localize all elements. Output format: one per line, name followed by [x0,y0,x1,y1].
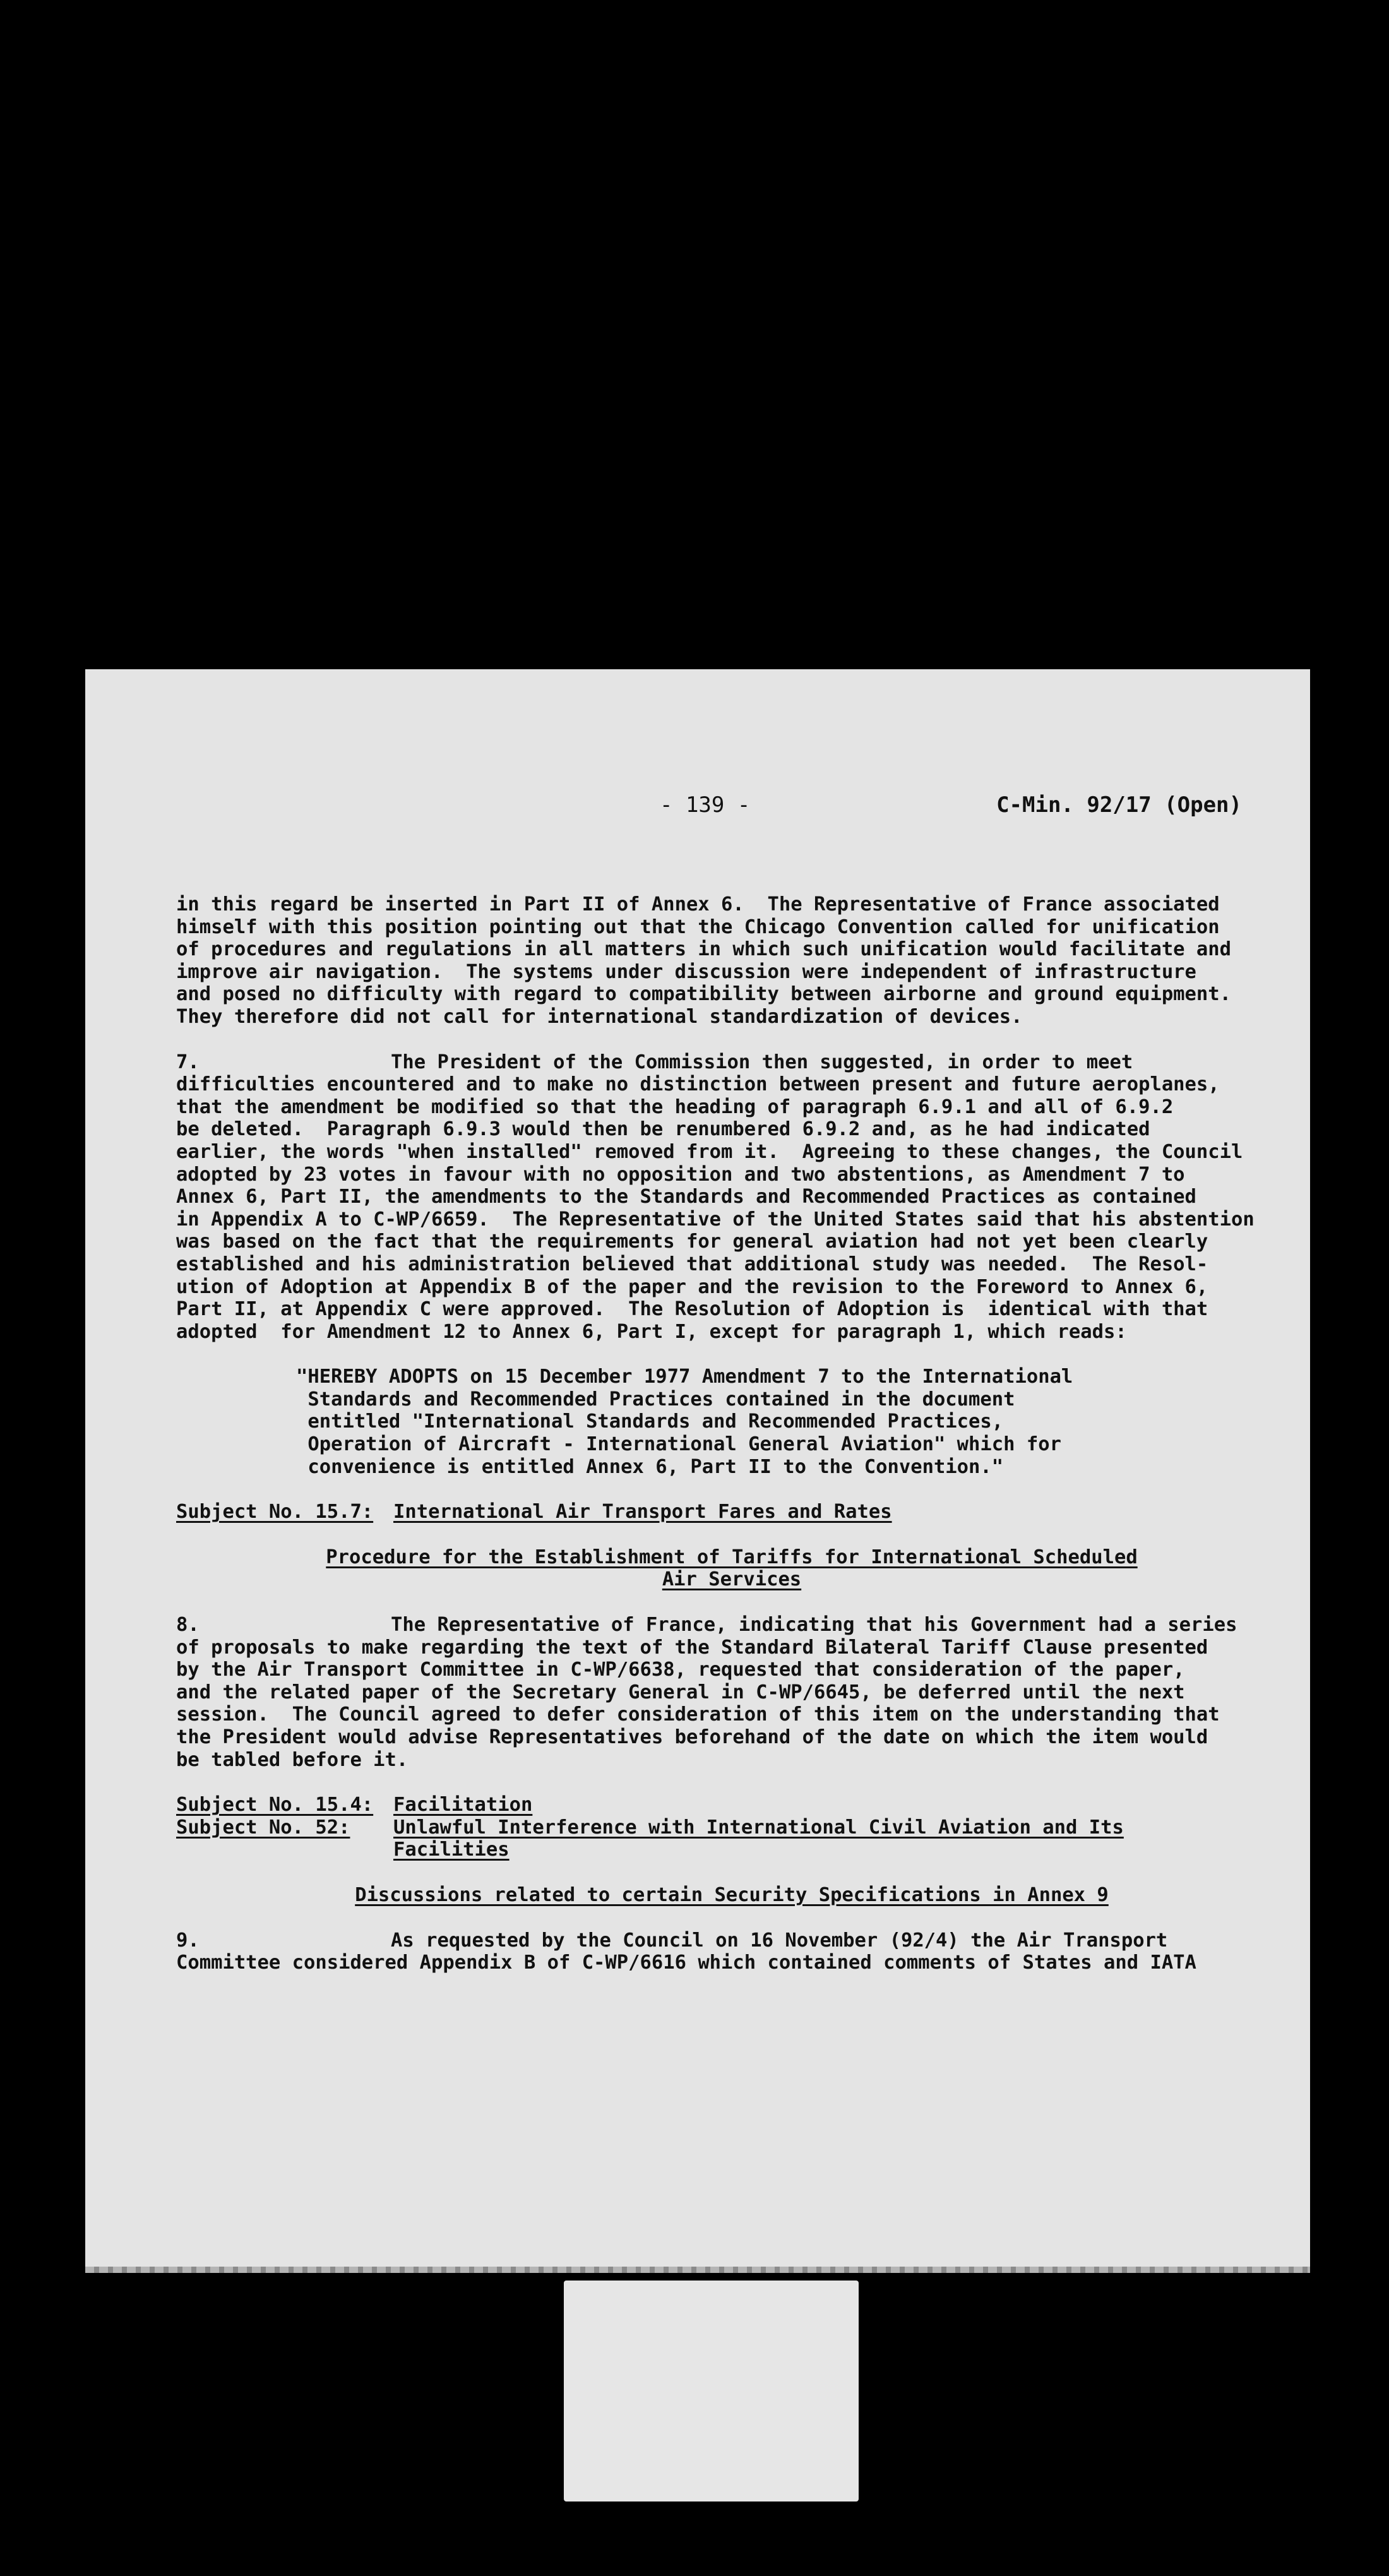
paragraph-6-continuation [176,893,1287,1029]
subject-title-continuation: Facilities [393,1839,510,1861]
text-line: session. The Council agreed to defer consideration of this item on the understanding that [176,1703,1220,1726]
quote-line: Standards and Recommended Practices contained in the document [296,1388,1015,1410]
heading-line: Discussions related to certain Security Specifications in Annex 9 [355,1883,1109,1906]
subject-label: Subject No. 15.7: [176,1501,374,1524]
text-line: adopted for Amendment 12 to Annex 6, Part I, except for paragraph 1, which reads: [176,1320,1127,1343]
paragraph-number: 9. [176,1929,200,1952]
paragraph-9 [176,1929,1287,1974]
text-line: and posed no difficulty with regard to compatibility between airborne and ground equipment. [176,983,1231,1006]
text-line: himself with this position pointing out that the Chicago Convention called for unification [176,915,1220,938]
document-reference: C-Min. 92/17 (Open) [996,792,1242,818]
text-line: Part II, at Appendix C were approved. The Resolution of Adoption is identical with that [176,1298,1208,1321]
text-line: As requested by the Council on 16 November (92/4) the Air Transport [391,1929,1168,1952]
quote-line: convenience is entitled Annex 6, Part II to the Convention." [296,1455,1004,1478]
subject-label: Subject No. 52: [176,1816,350,1839]
paragraph-number: 7. [176,1051,200,1073]
heading-security [176,1884,1287,1907]
blank-slip [564,2281,859,2501]
paragraph-7 [176,1051,1287,1344]
document-page [85,669,1310,2273]
text-line: in Appendix A to C-WP/6659. The Representative of the United States said that his abstention [176,1208,1255,1231]
text-line: be deleted. Paragraph 6.9.3 would then be renumbered 6.9.2 and, as he had indicated [176,1118,1150,1141]
heading-line: Air Services [662,1568,802,1591]
text-line: and the related paper of the Secretary General in C-WP/6645, be deferred until the next [176,1681,1185,1703]
paragraph-8 [176,1614,1287,1771]
text-line: established and his administration believed that additional study was needed. The Resol- [176,1253,1208,1275]
page-header [85,792,1310,824]
text-line: adopted by 23 votes in favour with no opposition and two abstentions, as Amendment 7 to [176,1163,1185,1186]
text-line: was based on the fact that the requirements for general aviation had not yet been clearly [176,1231,1208,1253]
quote-line: Operation of Aircraft - International General Aviation" which for [296,1433,1061,1456]
text-line: be tabled before it. [176,1748,408,1771]
text-line: difficulties encountered and to make no distinction between present and future aeroplanes, [176,1073,1220,1096]
quote-line: entitled "International Standards and Recommended Practices, [296,1410,1004,1433]
quote-line: "HEREBY ADOPTS on 15 December 1977 Amendment 7 to the International [296,1366,1073,1388]
text-line: the President would advise Representatives beforehand of the date on which the item would [176,1726,1208,1748]
resolution-quote [296,1366,1287,1478]
text-line: improve air navigation. The systems under discussion were independent of infrastructure [176,960,1196,983]
subjects-15-4-and-52 [176,1794,1287,1861]
page-number: - 139 - [660,792,751,818]
text-line: in this regard be inserted in Part II of Annex 6. The Representative of France associated [176,893,1220,915]
subject-title: Unlawful Interference with International Civil Aviation and Its [393,1816,1124,1839]
text-line: The President of the Commission then suggested, in order to meet [391,1051,1133,1073]
subject-label: Subject No. 15.4: [176,1794,374,1816]
document-body [176,893,1287,1997]
text-line: earlier, the words "when installed" removed from it. Agreeing to these changes, the Council [176,1140,1243,1163]
heading-tariffs [176,1546,1287,1591]
text-line: of procedures and regulations in all matters in which such unification would facilitate and [176,938,1231,961]
subject-15-7 [176,1501,1287,1524]
text-line: Committee considered Appendix B of C-WP/6616 which contained comments of States and IATA [176,1952,1196,1974]
text-line: that the amendment be modified so that the heading of paragraph 6.9.1 and all of 6.9.2 [176,1095,1174,1118]
text-line: Annex 6, Part II, the amendments to the Standards and Recommended Practices as contained [176,1186,1196,1208]
text-line: ution of Adoption at Appendix B of the paper and the revision to the Foreword to Annex 6, [176,1275,1208,1298]
heading-line: Procedure for the Establishment of Tariffs for International Scheduled [326,1546,1138,1568]
page-bottom-edge [85,2267,1310,2273]
text-line: The Representative of France, indicating that his Government had a series [391,1614,1237,1637]
text-line: They therefore did not call for international standardization of devices. [176,1005,1023,1028]
subject-title: International Air Transport Fares and Rates [393,1501,892,1524]
subject-title: Facilitation [393,1794,533,1816]
paragraph-number: 8. [176,1614,200,1637]
text-line: of proposals to make regarding the text of the Standard Bilateral Tariff Clause presented [176,1636,1208,1659]
text-line: by the Air Transport Committee in C-WP/6638, requested that consideration of the paper, [176,1659,1185,1681]
